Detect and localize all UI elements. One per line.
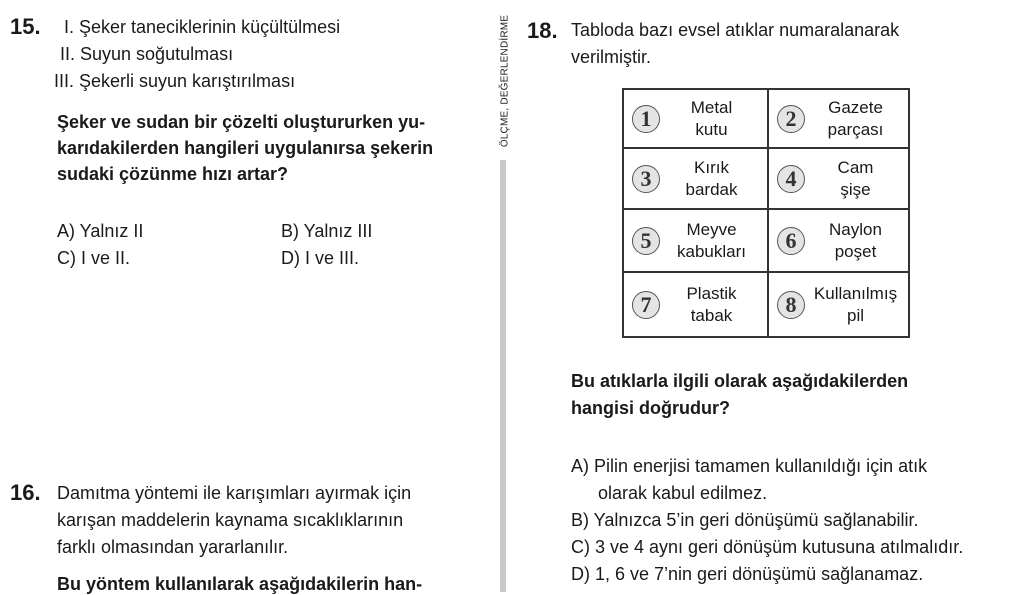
q15-stem-line-1: Şeker ve sudan bir çözelti oluştururken yu- [57,112,426,132]
table-cell [624,90,769,149]
q15-option-c[interactable]: C) I ve II. [57,248,131,268]
q15-option-d[interactable]: D) I ve III. [281,248,360,268]
q18-option-d[interactable]: D) 1, 6 ve 7’nin geri dönüşümü sağlanamaz. [571,564,924,584]
column-divider [500,160,506,592]
q15-item-2: II. Suyun soğutulması [60,44,234,64]
q18-stem-line-2: hangisi doğrudur? [571,398,730,418]
number-badge: 6 [777,227,805,255]
cell-line: Metal [690,97,733,117]
cell-line: Kırık [694,157,729,177]
number-badge: 7 [632,291,660,319]
table-cell [624,273,769,336]
q15-stem-line-3: sudaki çözünme hızı artar? [57,164,289,184]
waste-table [622,88,910,338]
cell-line: parçası [827,119,884,139]
q18-intro-line-2: verilmiştir. [571,47,651,67]
cell-line: Cam [837,157,874,177]
q16-stem: Bu yöntem kullanılarak aşağıdakilerin han- [57,574,423,594]
q15-option-a[interactable]: A) Yalnız II [57,221,144,241]
cell-line: Meyve [686,219,737,239]
number-badge: 8 [777,291,805,319]
number-badge: 3 [632,165,660,193]
table-cell [624,210,769,273]
q18-number: 18. [527,18,558,43]
number-badge: 2 [777,105,805,133]
q18-option-b[interactable]: B) Yalnızca 5’in geri dönüşümü sağlanabilir. [571,510,919,530]
q18-option-a-line-1[interactable]: A) Pilin enerjisi tamamen kullanıldığı için atık [571,456,928,476]
q18-stem-line-1: Bu atıklarla ilgili olarak aşağıdakilerden [571,371,909,391]
q18-option-c[interactable]: C) 3 ve 4 aynı geri dönüşüm kutusuna atılmalıdır. [571,537,964,557]
cell-line: pil [846,305,864,325]
q15-number: 15. [10,14,41,39]
q18-intro-line-1: Tabloda bazı evsel atıklar numaralanarak [571,20,900,40]
q15-option-b[interactable]: B) Yalnız III [281,221,373,241]
q16-text-line-3: farklı olmasından yararlanılır. [57,537,289,557]
table-cell [769,90,910,149]
number-badge: 4 [777,165,805,193]
cell-line: kutu [695,119,728,139]
cell-line: bardak [685,179,738,199]
number-badge: 1 [632,105,660,133]
side-label [498,6,512,156]
q15-item-3: III. Şekerli suyun karıştırılması [54,71,296,91]
table-cell [769,149,910,210]
cell-line: Plastik [686,283,737,303]
q16-text-line-1: Damıtma yöntemi ile karışımları ayırmak için [57,483,412,503]
q15-stem-line-2: karıdakilerden hangileri uygulanırsa şekerin [57,138,434,158]
cell-line: kabukları [677,241,746,261]
cell-line: tabak [690,305,733,325]
q15-item-1: I. Şeker taneciklerinin küçültülmesi [64,17,341,37]
cell-line: poşet [834,241,877,261]
table-cell [624,149,769,210]
q16-number: 16. [10,480,41,505]
q18-option-a-line-2[interactable]: olarak kabul edilmez. [598,483,768,503]
cell-line: Kullanılmış [813,283,898,303]
cell-line: Naylon [829,219,882,239]
cell-line: Gazete [828,97,883,117]
side-label-text: ÖLÇME, DEĞERLENDİRME [499,14,511,148]
number-badge: 5 [632,227,660,255]
q16-text-line-2: karışan maddelerin kaynama sıcaklıklarının [57,510,404,530]
cell-line: şişe [840,179,871,199]
table-cell [769,210,910,273]
table-cell [769,273,910,336]
